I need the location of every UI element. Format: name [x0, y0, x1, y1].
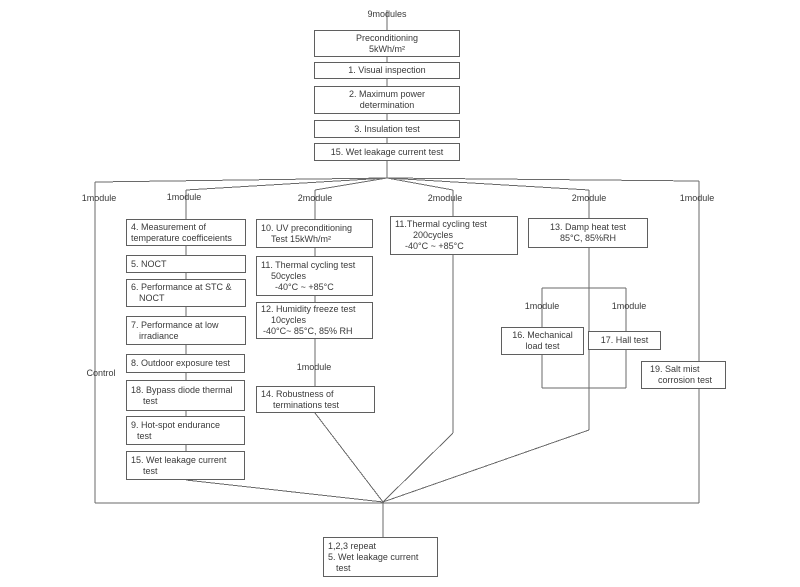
box-text: 19. Salt mist [650, 364, 700, 374]
label-9modules: 9modules [367, 9, 407, 19]
box-text: 85°C, 85%RH [559, 233, 617, 243]
box-text: -40°C ~ +85°C [405, 241, 464, 251]
noct-box [126, 255, 246, 273]
box-text: 16. Mechanical [512, 330, 573, 340]
box-text: 8. Outdoor exposure test [131, 358, 231, 368]
box-text: 5. NOCT [131, 258, 167, 269]
connector-line [186, 480, 383, 502]
box-text: -40°C ~ +85°C [275, 281, 334, 292]
box-text: 18. Bypass diode thermal [131, 384, 233, 395]
thermal-cycling-50-box [256, 256, 373, 296]
box-text: 2. Maximum power [348, 89, 426, 99]
box-text: 7. Performance at low [131, 319, 219, 330]
label-branch6-count: 1module [679, 193, 715, 203]
box-text: terminations test [273, 399, 340, 410]
box-text: 10. UV preconditioning [261, 222, 353, 233]
box-text: 17. Hall test [600, 335, 649, 345]
box-text: load test [525, 341, 560, 351]
connector-line [383, 430, 589, 502]
uv-preconditioning-box [256, 219, 373, 248]
box-text: test [143, 465, 158, 476]
humidity-freeze-box [256, 302, 373, 339]
box-text: corrosion test [658, 375, 713, 385]
label-branch5-count: 2module [571, 193, 607, 203]
label-branch2-count: 1module [166, 192, 202, 202]
box-text: determination [359, 100, 415, 110]
label-branch5b-sub-count: 1module [611, 301, 647, 311]
connector-line [383, 433, 453, 502]
box-text: test [336, 562, 351, 573]
label-branch3-sub-count: 1module [296, 362, 332, 372]
box-text: 9. Hot-spot endurance [131, 419, 221, 430]
label-branch1-count: 1module [81, 193, 117, 203]
bypass-diode-thermal-box [126, 380, 245, 411]
connector-line [95, 178, 387, 182]
connector-line [315, 413, 383, 502]
box-text: 14. Robustness of [261, 388, 334, 399]
box-text: 10cycles [271, 315, 307, 325]
temp-coefficients-box [126, 219, 246, 246]
box-text: 3. Insulation test [354, 123, 420, 134]
hot-spot-endurance-box [126, 416, 245, 445]
robustness-terminations-box [256, 386, 375, 413]
box-text: 1,2,3 repeat [328, 540, 377, 551]
wet-leakage-left-box [126, 451, 245, 480]
box-text: temperature coefficeients [131, 232, 232, 243]
label-branch5a-sub-count: 1module [524, 301, 560, 311]
box-text: irradiance [139, 330, 179, 341]
box-text: 12. Humidity freeze test [261, 304, 356, 314]
box-text: 5kWh/m² [369, 43, 405, 54]
repeat-wet-leakage-box [323, 537, 438, 577]
insulation-test-box [314, 120, 460, 138]
box-text: Test 15kWh/m² [271, 233, 332, 244]
label-control: Control [86, 368, 116, 378]
box-text: 1. Visual inspection [348, 65, 426, 75]
box-text: test [143, 395, 158, 406]
hall-test-box [588, 331, 661, 350]
box-text: 15. Wet leakage current [131, 454, 227, 465]
box-text: -40°C~ 85°C, 85% RH [263, 326, 353, 336]
box-text: 11.Thermal cycling test [395, 219, 487, 229]
box-text: 50cycles [271, 270, 307, 281]
damp-heat-box [528, 218, 648, 248]
max-power-box [314, 86, 460, 114]
box-text: 15. Wet leakage current test [330, 146, 444, 157]
box-text: 4. Measurement of [131, 221, 207, 232]
label-branch4-count: 2module [427, 193, 463, 203]
box-text: 6. Performance at STC & [131, 282, 232, 292]
label-branch3-count: 2module [297, 193, 333, 203]
wet-leakage-top-box [314, 143, 460, 161]
box-text: 5. Wet leakage current [328, 551, 419, 562]
preconditioning-box [314, 30, 460, 57]
box-text: 13. Damp heat test [549, 222, 627, 232]
box-text: NOCT [139, 293, 165, 303]
performance-stc-noct-box [126, 279, 246, 307]
box-text: Preconditioning [355, 32, 419, 43]
outdoor-exposure-box [126, 354, 245, 373]
box-text: 200cycles [413, 230, 454, 240]
mechanical-load-box [501, 327, 584, 355]
box-text: 11. Thermal cycling test [261, 259, 356, 270]
visual-inspection-box [314, 62, 460, 79]
box-text: test [137, 430, 152, 441]
salt-mist-corrosion-box [641, 361, 726, 389]
performance-low-irradiance-box [126, 316, 246, 345]
thermal-cycling-200-box [390, 216, 518, 255]
